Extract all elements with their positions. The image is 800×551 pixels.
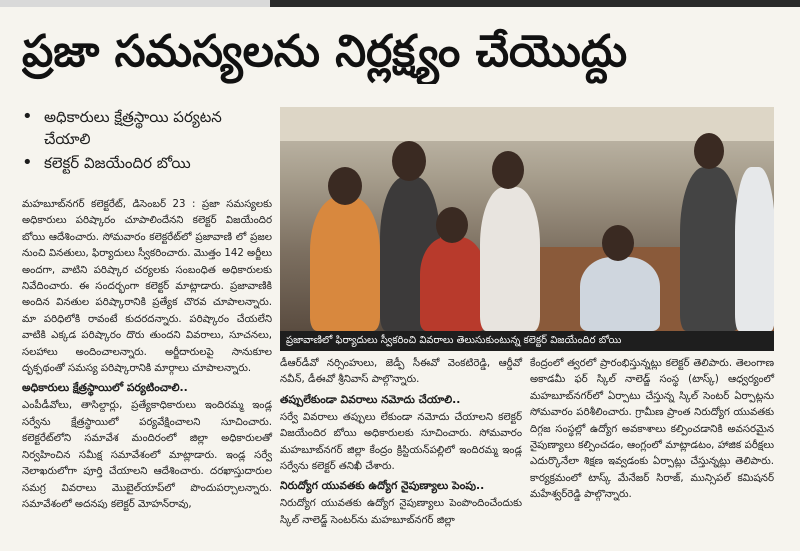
photo-head xyxy=(492,151,524,189)
article-paragraph: మహబూబ్‌నగర్ కలెక్టరేట్, డిసెంబర్ 23 : ప్రజా సమస్యలకు అధికారులు పరిష్కారం చూపాలిందేనని కలెక్టర్ విజయేందిర బోయి ఆదేశించారు. సోమవారం కలెక్టరేట్‌లో ప్రజావాణి లో ప్రజల నుంచి వినతులు, ఫిర్యాదులు స్వీకరించారు. మొత్తం 142 అర్జీలు అందగా, వాటిని పరిష్కార చర్యలకు సంబంధిత అధికారులకు నివేదించారు. ఈ సందర్భంగా కలెక్టర్ మాట్లాడారు. ప్రజావాణికి అందిన వినతుల పరిష్కారానికి ప్రత్యేక చొరవ చూపాలన్నారు. మా పరిధిలోకి రావంటే కుదరదన్నారు. పరిష్కారం చేయలేని వాటికి ఎక్కడ పరిష్కారం దొరు తుందని వివరాలు, సూచనలు, సలహాలు అందించాలన్నారు. అర్జీదారులపై సానుకూల దృక్పథంతో సమస్య పరిష్కారానికి మార్గాలు చూపాలన్నారు. xyxy=(22,199,272,375)
bullet-icon: • xyxy=(22,106,33,127)
bullet-item xyxy=(22,106,272,150)
photo-head xyxy=(694,133,724,169)
photo-person xyxy=(735,167,774,331)
photo-head xyxy=(602,225,634,261)
bullet-text: కలెక్టర్ విజయేందిర బోయి xyxy=(44,154,191,172)
article-paragraph: కేంద్రంలో త్వరలో ప్రారంభిస్తున్నట్లు కలెక్టర్ తెలిపారు. తెలంగాణ అకాడమీ ఫర్ స్కిల్ నాలెడ్జ్ సంస్థ (టాస్క్) ఆధ్వర్యంలో మహబూబ్‌నగర్‌లో ఏర్పాటు చేస్తున్న స్కిల్ సెంటర్ ఏర్పాట్లను సోమవారం పరిశీలించారు. గ్రామీణ ప్రాంత నిరుద్యోగ యువతకు దిగ్గజ సంస్థల్లో ఉద్యోగ అవకాశాలు కల్పించడానికి అవసరమైన నైపుణ్యాలు కల్పించడం, ఆంగ్లంలో మాట్లాడటం, హాజిక పరీక్షలు ఎదుర్కొనేలా శిక్షణ ఇవ్వడంకు ఏర్పాట్లు చేస్తున్నట్లు తెలిపారు. కార్యక్రమంలో టాస్క్ మేనేజర్ సిరాజ్, మున్సిపల్ కమిషనర్ మహేశ్వర్‌రెడ్డి పాల్గొన్నారు. xyxy=(530,358,774,501)
section-subhead: నిరుద్యోగ యువతకు ఉద్యోగ నైపుణ్యాలు పెంపు.. xyxy=(280,479,485,493)
top-bar-light-segment xyxy=(0,0,270,7)
article-column-2 xyxy=(280,356,522,531)
article-paragraph: నిరుద్యోగ యువతకు ఉద్యోగ నైపుణ్యాలు పెంపొందించేందుకు స్కిల్ నాలెడ్జ్ సెంటర్‌ను మహబూబ్‌నగర్ జిల్లా xyxy=(280,498,522,526)
photo-head xyxy=(328,167,362,205)
article-paragraph: సర్వే వివరాలు తప్పులు లేకుండా నమోదు చేయాలని కలెక్టర్ విజయేందిర బోయి అధికారులకు సూచించారు. సోమవారం మహబూబ్‌నగర్ జిల్లా కేంద్రం క్రిస్టియన్‌పల్లిలో ఇందిరమ్మ ఇండ్ల సర్వేను కలెక్టర్ తనిఖీ చేశారు. xyxy=(280,411,522,473)
bullet-list xyxy=(22,106,272,176)
article-column-3 xyxy=(530,356,774,506)
section-subhead: అధికారులు క్షేత్రస్థాయిలో పర్యటించాలి.. xyxy=(22,381,188,395)
bullet-item xyxy=(22,152,272,174)
article-paragraph: డీఆర్‌డీవో నర్సింహులు, జెడ్పీ సీఈవో వెంకటిరెడ్డి, ఆర్డీవో నవీన్, డీఈవో శ్రీనివాస్ పాల్గొన్నారు. xyxy=(280,358,522,386)
photo-head xyxy=(392,141,426,181)
bullet-text: అధికారులు క్షేత్రస్థాయి పర్యటన చేయాలి xyxy=(44,108,222,148)
photo-caption: ప్రజావాణిలో ఫిర్యాదులు స్వీకరించి వివరాలు తెలుసుకుంటున్న కలెక్టర్ విజయేందిర బోయి xyxy=(280,331,774,351)
headline: ప్రజా సమస్యలను నిర్లక్ష్యం చేయొద్దు xyxy=(22,26,628,77)
photo-person xyxy=(420,237,486,331)
photo-person xyxy=(580,257,660,331)
photo-person xyxy=(310,197,380,331)
top-bar xyxy=(0,0,800,7)
photo-person xyxy=(480,187,540,331)
photo-person xyxy=(680,167,740,331)
section-subhead: తప్పులేకుండా వివరాలు నమోదు చేయాలి.. xyxy=(280,392,461,406)
news-photo xyxy=(280,107,774,331)
article-column-1 xyxy=(22,197,272,515)
photo-head xyxy=(436,207,468,243)
bullet-icon: • xyxy=(22,152,33,173)
article-paragraph: ఎంపీడీవోలు, తాసిల్దార్లు, ప్రత్యేకాధికారులు ఇందిరమ్మ ఇండ్ల సర్వేను క్షేత్రస్థాయిలో పర్యవేక్షించాలని సూచించారు. కలెక్టరేట్‌లోని సమావేశ మందిరంలో జిల్లా అధికారులతో నిర్వహించిన సమీక్ష సమావేశంలో మాట్లాడారు. ఇండ్ల సర్వే నెలాఖరులోగా పూర్తి చేయాలని ఆదేశించారు. దరఖాస్తుదారుల సమగ్ర వివరాలు మొబైల్‌యాప్‌లో పొందుపర్చాలన్నారు. సమావేశంలో అదనపు కలెక్టర్ మోహన్‌రావు, xyxy=(22,400,272,510)
